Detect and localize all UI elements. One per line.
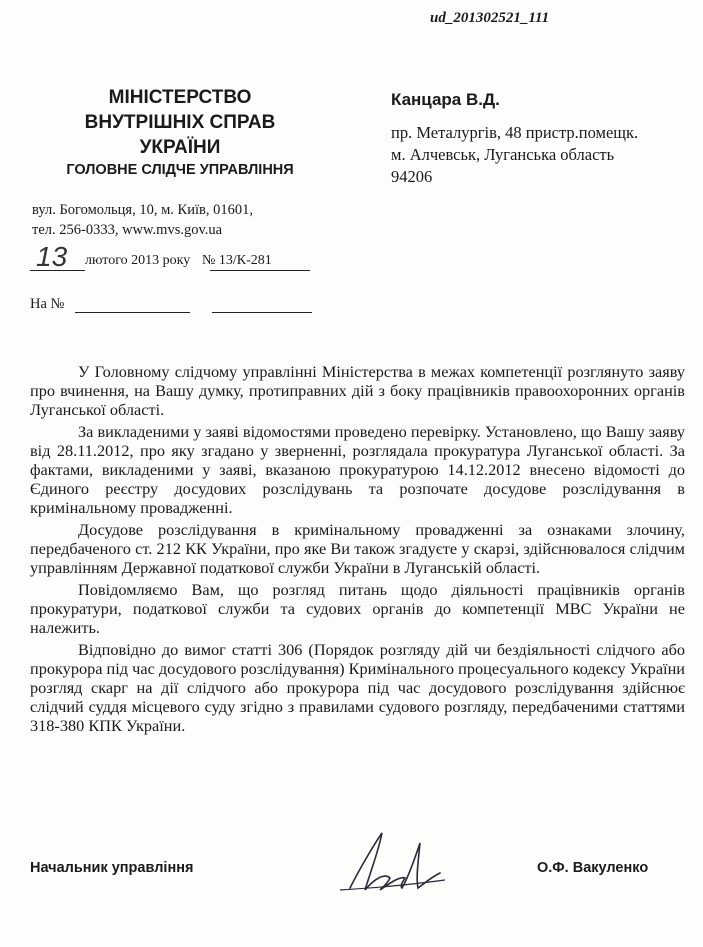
- recipient-name: Канцара В.Д.: [391, 90, 500, 109]
- body-paragraph: Відповідно до вимог статті 306 (Порядок розгляду дій чи бездіяльності слідчого або прокурора під час досудового розслідування) Кримінального процесуального кодексу України розгляд скарг на дії слідчого або прокурора під час досудового розслідування здійснює слідчий суддя місцевого суду згідно з правилами судового розгляду, передбаченими статтями 318-380 КПК України.: [30, 640, 685, 735]
- number-underline: [210, 270, 310, 271]
- handwritten-day: 13: [36, 241, 68, 272]
- ministry-line: МІНІСТЕРСТВО: [108, 87, 252, 108]
- letter-body: [30, 362, 685, 738]
- recipient-address: [391, 122, 691, 188]
- department-name: ГОЛОВНЕ СЛІДЧЕ УПРАВЛІННЯ: [66, 162, 294, 178]
- date-month-year: лютого 2013 року: [85, 253, 191, 268]
- reply-date-line: [212, 312, 312, 313]
- body-paragraph: Повідомляємо Вам, що розгляд питань щодо діяльності працівників органів прокуратури, податкової служби та судових органів до компетенції МВС України не належить.: [30, 580, 685, 637]
- recipient-line: 94206: [391, 167, 433, 186]
- handwritten-signature: [330, 828, 450, 898]
- body-paragraph: У Головному слідчому управлінні Міністерства в межах компетенції розглянуто заяву про вчинення, на Вашу думку, протиправних дій з боку працівників правоохоронних органів Луганської області.: [30, 362, 685, 419]
- reply-number-line: [75, 312, 190, 313]
- recipient-block: [391, 90, 691, 188]
- contact-line: тел. 256-0333, www.mvs.gov.ua: [32, 222, 223, 238]
- outgoing-number: № 13/К-281: [202, 253, 272, 268]
- recipient-line: пр. Металургів, 48 пристр.помещк.: [391, 123, 639, 142]
- signatory-name: О.Ф. Вакуленко: [537, 860, 649, 876]
- ministry-name: [30, 85, 330, 160]
- signatory-position: Начальник управління: [30, 860, 194, 876]
- reply-reference: [30, 296, 64, 313]
- recipient-line: м. Алчевськ, Луганська область: [391, 145, 615, 164]
- body-paragraph: Досудове розслідування в кримінальному провадженні за ознаками злочину, передбаченого ст. 212 КК України, про яке Ви також згадуєте у скарзі, здійснювалося слідчим управлінням Державної податкової служби України в Луганській області.: [30, 520, 685, 577]
- document-id: ud_201302521_111: [430, 10, 550, 26]
- ministry-line: ВНУТРІШНІХ СПРАВ: [84, 112, 276, 133]
- address-line: вул. Богомольця, 10, м. Київ, 01601,: [32, 202, 253, 218]
- sender-block: [30, 85, 330, 240]
- reply-label: На №: [30, 296, 65, 312]
- ministry-line: УКРАЇНИ: [139, 137, 221, 158]
- body-paragraph: За викладеними у заяві відомостями проведено перевірку. Установлено, що Вашу заяву від 28.11.2012, про яку згадано у зверненні, розглядала прокуратура Луганської області. За фактами, викладеними у заяві, вказаною прокуратурою 14.12.2012 внесено відомості до Єдиного реєстру досудових розслідувань та розпочате досудове розслідування в кримінальному провадженні.: [30, 422, 685, 517]
- date-underline: [30, 270, 85, 271]
- sender-address: [30, 200, 330, 240]
